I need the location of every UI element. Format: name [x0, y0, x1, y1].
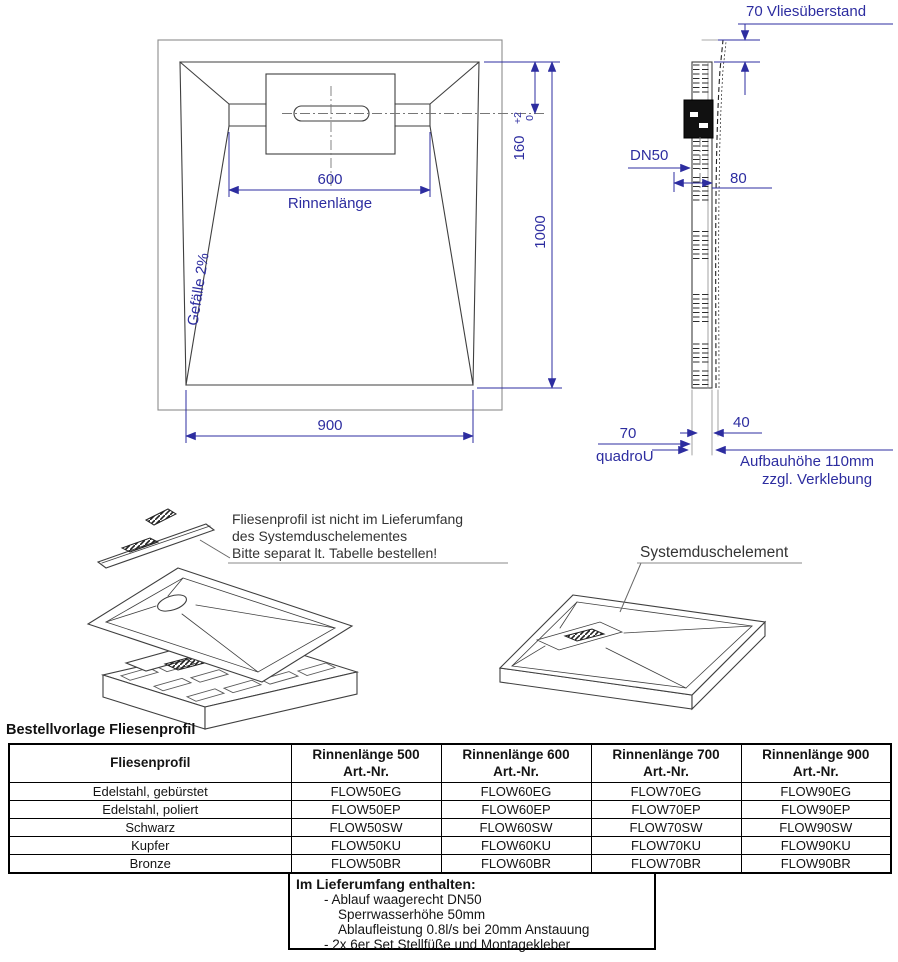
- profile-cell: Edelstahl, gebürstet: [9, 783, 291, 801]
- col-header-600: Rinnenlänge 600 Art.-Nr.: [441, 744, 591, 783]
- profile-note-line3: Bitte separat lt. Tabelle bestellen!: [232, 545, 438, 561]
- art-number-cell: FLOW60BR: [441, 855, 591, 874]
- col-header-900: Rinnenlänge 900 Art.-Nr.: [741, 744, 891, 783]
- fleece-overhang-label: 70 Vliesüberstand: [746, 3, 867, 20]
- art-number-cell: FLOW50EP: [291, 801, 441, 819]
- included-item: - 2x 6er Set Stellfüße und Montagekleber: [324, 937, 571, 952]
- slope-label: Gefälle 2%: [184, 251, 213, 327]
- included-item: Ablaufleistung 0.8l/s bei 20mm Anstauung: [338, 922, 590, 937]
- profile-note-line1: Fliesenprofil ist nicht im Lieferumfang: [232, 511, 464, 527]
- art-number-cell: FLOW70EP: [591, 801, 741, 819]
- section-view: [684, 40, 726, 455]
- drain-size-label: DN50: [630, 147, 669, 164]
- art-number-cell: FLOW60SW: [441, 819, 591, 837]
- art-number-cell: FLOW50BR: [291, 855, 441, 874]
- table-header-row: [9, 744, 891, 783]
- included-item: Sperrwasserhöhe 50mm: [338, 907, 486, 922]
- profile-insert: [146, 509, 176, 525]
- isometric-views: [0, 500, 898, 732]
- art-number-cell: FLOW50KU: [291, 837, 441, 855]
- art-number-cell: FLOW60EP: [441, 801, 591, 819]
- profile-cell: Edelstahl, poliert: [9, 801, 291, 819]
- section-view-dimensions: [596, 3, 893, 488]
- fleece-membrane: [716, 40, 723, 388]
- profile-note-line2: des Systemduschelementes: [232, 528, 408, 544]
- art-number-cell: FLOW70SW: [591, 819, 741, 837]
- table-row: [9, 783, 891, 801]
- drain-body-section: [684, 100, 713, 138]
- table-row: [9, 855, 891, 874]
- table-row: [9, 837, 891, 855]
- build-height-label: Aufbauhöhe 110mm: [740, 453, 874, 470]
- assembled-view: [500, 544, 802, 709]
- art-number-cell: FLOW90SW: [741, 819, 891, 837]
- art-number-cell: FLOW90BR: [741, 855, 891, 874]
- art-number-cell: FLOW50EG: [291, 783, 441, 801]
- dim-offset-tol-minus: 0: [524, 115, 536, 121]
- included-box: [288, 872, 656, 950]
- plan-view: [158, 40, 545, 410]
- included-item: - Ablauf waagerecht DN50: [324, 892, 482, 907]
- profile-cell: Schwarz: [9, 819, 291, 837]
- model-label: quadroU: [596, 448, 654, 465]
- art-number-cell: FLOW90EG: [741, 783, 891, 801]
- dim-channel-value: 600: [317, 171, 343, 188]
- table-row: [9, 801, 891, 819]
- exploded-assembly: [88, 509, 508, 729]
- dim-offset-tol-plus: +2: [512, 112, 524, 124]
- art-number-cell: FLOW70KU: [591, 837, 741, 855]
- art-number-cell: FLOW60EG: [441, 783, 591, 801]
- dim-length-value: 1000: [532, 215, 549, 249]
- build-height-note: zzgl. Verklebung: [762, 471, 873, 488]
- order-table-title: Bestellvorlage Fliesenprofil: [6, 722, 196, 738]
- table-row: [9, 819, 891, 837]
- dim-width-value: 900: [317, 417, 343, 434]
- profile-cell: Kupfer: [9, 837, 291, 855]
- art-number-cell: FLOW70BR: [591, 855, 741, 874]
- dim-edge: 40: [733, 414, 750, 431]
- art-number-cell: FLOW60KU: [441, 837, 591, 855]
- element-label: Systemduschelement: [640, 544, 789, 561]
- art-number-cell: FLOW90KU: [741, 837, 891, 855]
- dim-offset-value: 160: [511, 135, 528, 161]
- col-header-500: Rinnenlänge 500 Art.-Nr.: [291, 744, 441, 783]
- drain-cover-plate: [266, 74, 395, 154]
- profile-cell: Bronze: [9, 855, 291, 874]
- plan-view-dimensions: [184, 62, 562, 443]
- art-number-cell: FLOW90EP: [741, 801, 891, 819]
- included-box-title: Im Lieferumfang enthalten:: [296, 876, 476, 892]
- art-number-cell: FLOW50SW: [291, 819, 441, 837]
- order-table: [8, 743, 892, 874]
- dim-channel-label: Rinnenlänge: [287, 195, 373, 212]
- dim-front: 70: [619, 425, 637, 442]
- col-header-profile: Fliesenprofil: [9, 744, 291, 783]
- dim-drain-offset: 80: [730, 170, 747, 187]
- col-header-700: Rinnenlänge 700 Art.-Nr.: [591, 744, 741, 783]
- art-number-cell: FLOW70EG: [591, 783, 741, 801]
